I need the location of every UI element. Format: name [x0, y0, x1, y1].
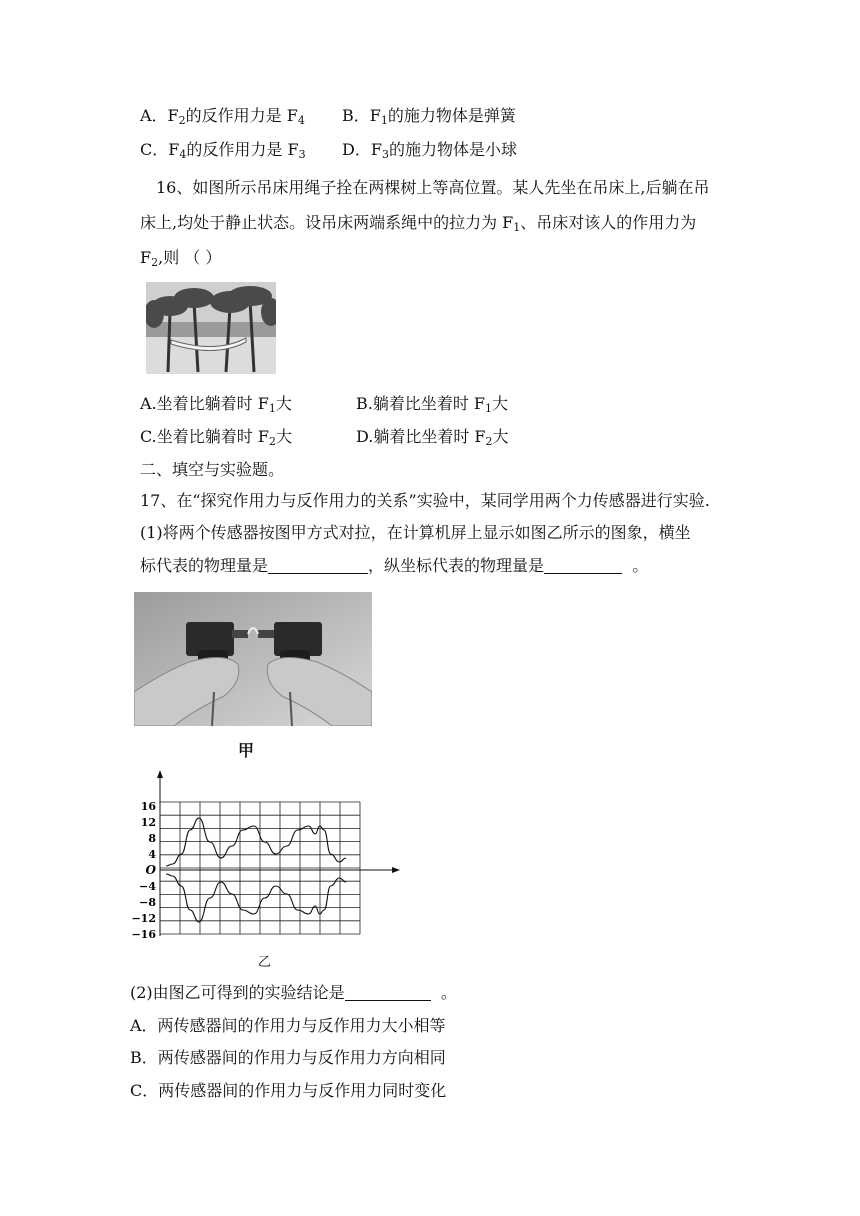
q16-option-d: D.躺着比坐着时 $F_2$大: [356, 427, 509, 448]
y-tick-label: −8: [139, 896, 156, 909]
q16-line3: $F_2$,则 （ ）: [140, 248, 222, 269]
caption-yi: 乙: [258, 955, 272, 970]
q16-option-c: C.坐着比躺着时 $F_2$大: [140, 427, 292, 448]
y-tick-label: 4: [148, 848, 156, 861]
y-tick-label: −12: [131, 912, 156, 925]
answer-blank-conclusion[interactable]: [345, 984, 431, 1001]
answer-blank-x[interactable]: [268, 557, 368, 574]
hammock-photo: [146, 282, 276, 374]
sensor-photo: [134, 592, 372, 726]
q17-option-b: B．两传感器间的作用力与反作用力方向相同: [130, 1048, 446, 1067]
q15-option-d: D．$F_3$的施力物体是小球: [342, 140, 517, 161]
q15-option-a: A．$F_2$的反作用力是 $F_4$: [140, 106, 305, 127]
q17-line2: (1)将两个传感器按图甲方式对拉，在计算机屏上显示如图乙所示的图象，横坐: [140, 523, 691, 542]
y-tick-label: −4: [139, 880, 156, 893]
y-axis-arrow: [157, 770, 163, 778]
chart-grid: [160, 802, 360, 934]
y-tick-labels: [131, 800, 156, 940]
caption-jia: 甲: [238, 741, 255, 760]
q17-line1: 17、在“探究作用力与反作用力的关系”实验中，某同学用两个力传感器进行实验.: [140, 491, 710, 510]
answer-blank-y[interactable]: [544, 557, 622, 574]
q16-option-a: A.坐着比躺着时 $F_1$大: [140, 394, 292, 415]
y-tick-label: 8: [148, 832, 156, 845]
q15-option-b: B．$F_1$的施力物体是弹簧: [342, 106, 516, 127]
q16-line2: 床上,均处于静止状态。设吊床两端系绳中的拉力为 $F_1$、吊床对该人的作用力为: [140, 213, 697, 234]
y-tick-label: −16: [131, 928, 156, 940]
section-heading: 二、填空与实验题。: [140, 460, 285, 479]
x-axis-arrow: [392, 867, 400, 873]
y-tick-label: 16: [140, 800, 156, 813]
q17-option-a: A．两传感器间的作用力与反作用力大小相等: [130, 1016, 446, 1035]
q17-option-c: C．两传感器间的作用力与反作用力同时变化: [130, 1081, 447, 1100]
q16-line1: 16、如图所示吊床用绳子拴在两棵树上等高位置。某人先坐在吊床上,后躺在吊: [156, 178, 710, 197]
q15-option-c: C．$F_4$的反作用力是 $F_3$: [140, 140, 306, 161]
force-time-chart: [126, 770, 406, 940]
q16-option-b: B.躺着比坐着时 $F_1$大: [356, 394, 509, 415]
q17-part2: (2)由图乙可得到的实验结论是 。: [130, 983, 457, 1002]
y-tick-label: 12: [140, 816, 156, 829]
q17-line3: 标代表的物理量是 ，纵坐标代表的物理量是 。: [140, 556, 649, 575]
y-tick-label: O: [145, 863, 156, 877]
